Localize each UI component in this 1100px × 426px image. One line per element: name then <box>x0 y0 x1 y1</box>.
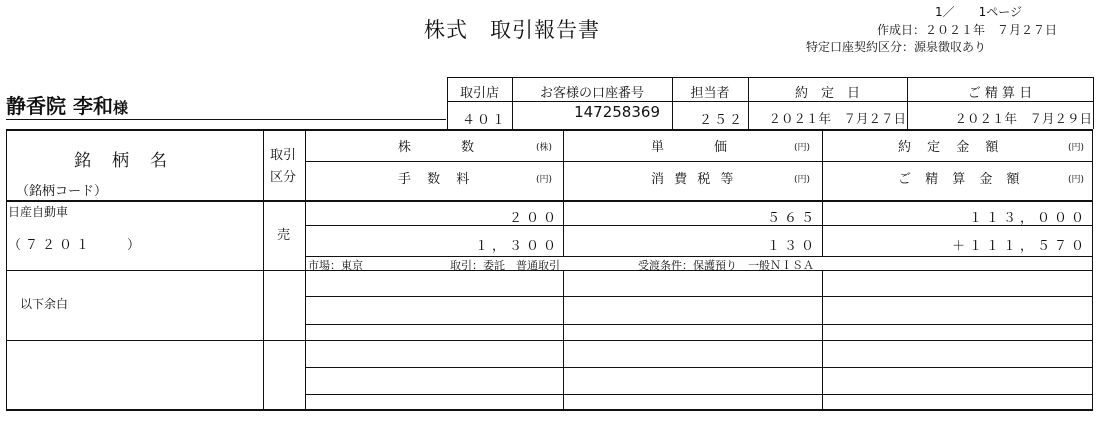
col-header-shares: 株 数 <box>398 140 483 155</box>
col-header-kind-top: 取引 <box>270 148 297 163</box>
col-header-amount: 約 定 金 額 <box>898 140 1005 155</box>
customer-underline <box>6 119 446 120</box>
col-header-code: （銘柄コード） <box>16 184 108 199</box>
col-header-tax: 消 費 税 等 <box>651 172 737 187</box>
row1-trade-type: 取引：委託 普通取引 <box>450 259 560 272</box>
header-mid-line <box>305 161 1093 162</box>
row1-shares: ２００ <box>508 211 560 226</box>
col-header-fee-unit: (円) <box>536 175 553 185</box>
row2-bottom-line <box>6 340 1093 341</box>
col-header-fee: 手 数 料 <box>398 172 476 187</box>
row1-name: 日産自動車 <box>8 205 69 219</box>
row3-line-a <box>305 367 1093 368</box>
col-header-amount-unit: (円) <box>1068 143 1085 153</box>
page-number: 1／ 1ページ <box>935 5 1023 19</box>
info-settle-date-value: ２０２１年 ７月２９日 <box>954 111 1092 126</box>
col-header-shares-unit: (株) <box>536 143 553 153</box>
info-header-trade-date: 約 定 日 <box>794 86 860 101</box>
col-header-price-unit: (円) <box>794 143 811 153</box>
row3-line-b <box>305 394 1093 395</box>
main-top-border <box>6 129 1093 131</box>
col-header-settle-unit: (円) <box>1068 175 1085 185</box>
info-branch-value: ４０１ <box>462 113 508 128</box>
row2-line-a <box>305 296 1093 297</box>
row1-market: 市場：東京 <box>308 259 363 272</box>
row1-fee: １，３００ <box>474 239 560 254</box>
col-divider-price <box>822 129 823 257</box>
main-bottom-border <box>6 409 1093 411</box>
info-header-settle-date: ご 精 算 日 <box>967 86 1033 101</box>
info-header-staff: 担当者 <box>690 86 730 101</box>
col-header-kind-bottom: 区分 <box>270 170 297 185</box>
col-header-price: 単 価 <box>651 140 736 155</box>
row1-settle: ＋１１１，５７０ <box>951 239 1088 254</box>
created-label: 作成日： <box>877 23 926 37</box>
row1-amount: １１３，０００ <box>968 211 1088 226</box>
info-staff-value: ２５２ <box>698 113 744 128</box>
col-header-name: 銘 柄 名 <box>74 151 169 171</box>
header-bottom-line <box>6 200 1093 202</box>
account-type: 特定口座契約区分：源泉徴収あり <box>806 40 987 54</box>
customer-name-text: 静香院 李和 <box>6 94 113 118</box>
col-header-tax-unit: (円) <box>794 175 811 185</box>
info-header-branch: 取引店 <box>459 86 499 101</box>
row1-price: ５６５ <box>766 211 818 226</box>
info-mid-border <box>447 101 1093 102</box>
info-header-account: お客様の口座番号 <box>539 86 644 101</box>
info-account-value: 147258369 <box>574 103 660 121</box>
row2-note: 以下余白 <box>20 297 69 311</box>
created-value: ２０２１年 ７月２７日 <box>925 23 1058 37</box>
row1-code: （７２０１ ） <box>8 238 145 253</box>
info-right-border <box>1093 77 1094 129</box>
row1-delivery: 受渡条件：保護預り 一般ＮＩＳＡ <box>638 259 814 272</box>
created-date <box>877 21 1057 38</box>
info-trade-date-value: ２０２１年 ７月２７日 <box>768 111 906 126</box>
row1-tax: １３０ <box>766 239 818 254</box>
row2-line-b <box>305 324 1093 325</box>
customer-name <box>6 90 128 119</box>
row1-kind: 売 <box>277 228 291 243</box>
info-top-border <box>447 77 1093 78</box>
customer-suffix: 様 <box>112 99 128 117</box>
col-divider-shares <box>563 129 564 257</box>
document-title: 株式 取引報告書 <box>424 18 600 42</box>
col-header-settle: ご 精 算 金 額 <box>898 172 1025 187</box>
